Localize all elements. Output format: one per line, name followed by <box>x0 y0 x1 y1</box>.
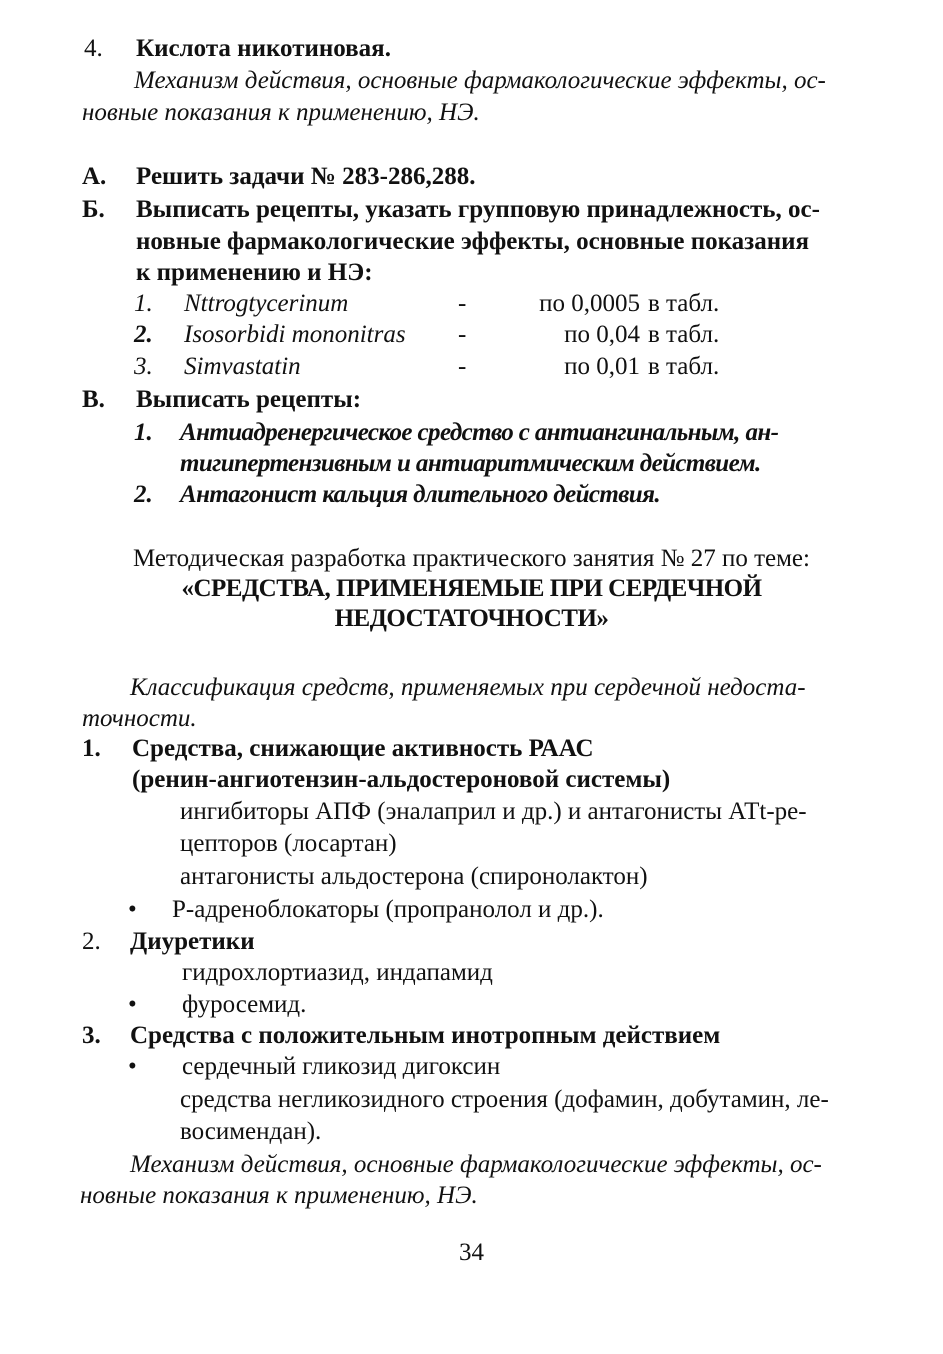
rx-number: 1. <box>134 290 153 317</box>
group1-title-line2: (ренин-ангиотензин-альдостероновой системы) <box>132 766 671 793</box>
rx-number: 2. <box>134 321 153 348</box>
classification-line1: Классификация средств, применяемых при сердечной недоста- <box>130 674 806 701</box>
rx-drug-name: Isosorbidi mononitras <box>184 321 406 348</box>
group1-item-line1: ингибиторы АПФ (эналаприл и др.) и антагонисты АТt-ре- <box>180 798 807 825</box>
group2-number: 2. <box>82 928 101 955</box>
task-v-item2-line1: Антагонист кальция длительного действия. <box>180 481 661 508</box>
group1-number: 1. <box>82 735 101 762</box>
section4-text-line2: новные показания к применению, НЭ. <box>82 99 480 126</box>
bullet: • <box>128 896 137 923</box>
mechanism-line1: Механизм действия, основные фармакологические эффекты, ос- <box>130 1151 822 1178</box>
task-v-letter: В. <box>82 386 105 413</box>
group3-item-line1: сердечный гликозид дигоксин <box>182 1053 501 1080</box>
lesson-title-line2: НЕДОСТАТОЧНОСТИ» <box>334 605 609 632</box>
task-b-line2: новные фармакологические эффекты, основные показания <box>136 228 810 255</box>
group3-item-line3: восимендан). <box>180 1118 322 1145</box>
rx-dash: - <box>458 290 467 317</box>
task-v-item1-line2: тигипертензивным и антиаритмическим действием. <box>180 450 761 477</box>
group3-title: Средства с положительным инотропным действием <box>130 1022 721 1049</box>
classification-line2: точности. <box>82 705 197 732</box>
group2-item-line1: гидрохлортиазид, индапамид <box>182 959 493 986</box>
rx-form: в табл. <box>648 321 720 348</box>
lesson-intro: Методическая разработка практического занятия № 27 по теме: <box>133 545 810 572</box>
section4-text-line1: Механизм действия, основные фармакологические эффекты, ос- <box>134 67 826 94</box>
task-a-letter: А. <box>82 163 107 190</box>
group1-item-line4: Р-адреноблокаторы (пропранолол и др.). <box>172 896 604 923</box>
rx-form: в табл. <box>648 353 720 380</box>
bullet: • <box>128 1053 137 1080</box>
group1-title-line1: Средства, снижающие активность РААС <box>132 735 594 762</box>
task-v-title: Выписать рецепты: <box>136 386 362 413</box>
rx-dose: по 0,0005 <box>539 290 640 317</box>
rx-number: 3. <box>134 353 153 380</box>
page-number: 34 <box>459 1239 484 1266</box>
task-b-line1: Выписать рецепты, указать групповую принадлежность, ос- <box>136 196 820 223</box>
rx-dash: - <box>458 353 467 380</box>
section4-title: Кислота никотиновая. <box>136 35 391 62</box>
task-a-text: Решить задачи № 283-286,288. <box>136 163 476 190</box>
mechanism-line2: новные показания к применению, НЭ. <box>80 1182 478 1209</box>
group2-item-line2: фуросемид. <box>182 991 307 1018</box>
task-b-line3: к применению и НЭ: <box>136 259 373 286</box>
rx-dose: по 0,01 <box>564 353 640 380</box>
rx-drug-name: Nttrogtycerinum <box>184 290 349 317</box>
bullet: • <box>128 991 137 1018</box>
group2-title: Диуретики <box>130 928 255 955</box>
rx-drug-name: Simvastatin <box>184 353 301 380</box>
rx-form: в табл. <box>648 290 720 317</box>
group3-item-line2: средства негликозидного строения (дофамин, добутамин, ле- <box>180 1086 829 1113</box>
task-v-item-number: 2. <box>134 481 153 508</box>
section4-number: 4. <box>84 35 103 62</box>
rx-dash: - <box>458 321 467 348</box>
task-v-item1-line1: Антиадренергическое средство с антиангинальным, ан- <box>180 419 779 446</box>
lesson-title-line1: «СРЕДСТВА, ПРИМЕНЯЕМЫЕ ПРИ СЕРДЕЧНОЙ <box>181 575 762 602</box>
group3-number: 3. <box>82 1022 101 1049</box>
task-b-letter: Б. <box>82 196 105 223</box>
rx-dose: по 0,04 <box>564 321 640 348</box>
group1-item-line2: цепторов (лосартан) <box>180 830 397 857</box>
group1-item-line3: антагонисты альдостерона (спиронолактон) <box>180 863 648 890</box>
task-v-item-number: 1. <box>134 419 153 446</box>
